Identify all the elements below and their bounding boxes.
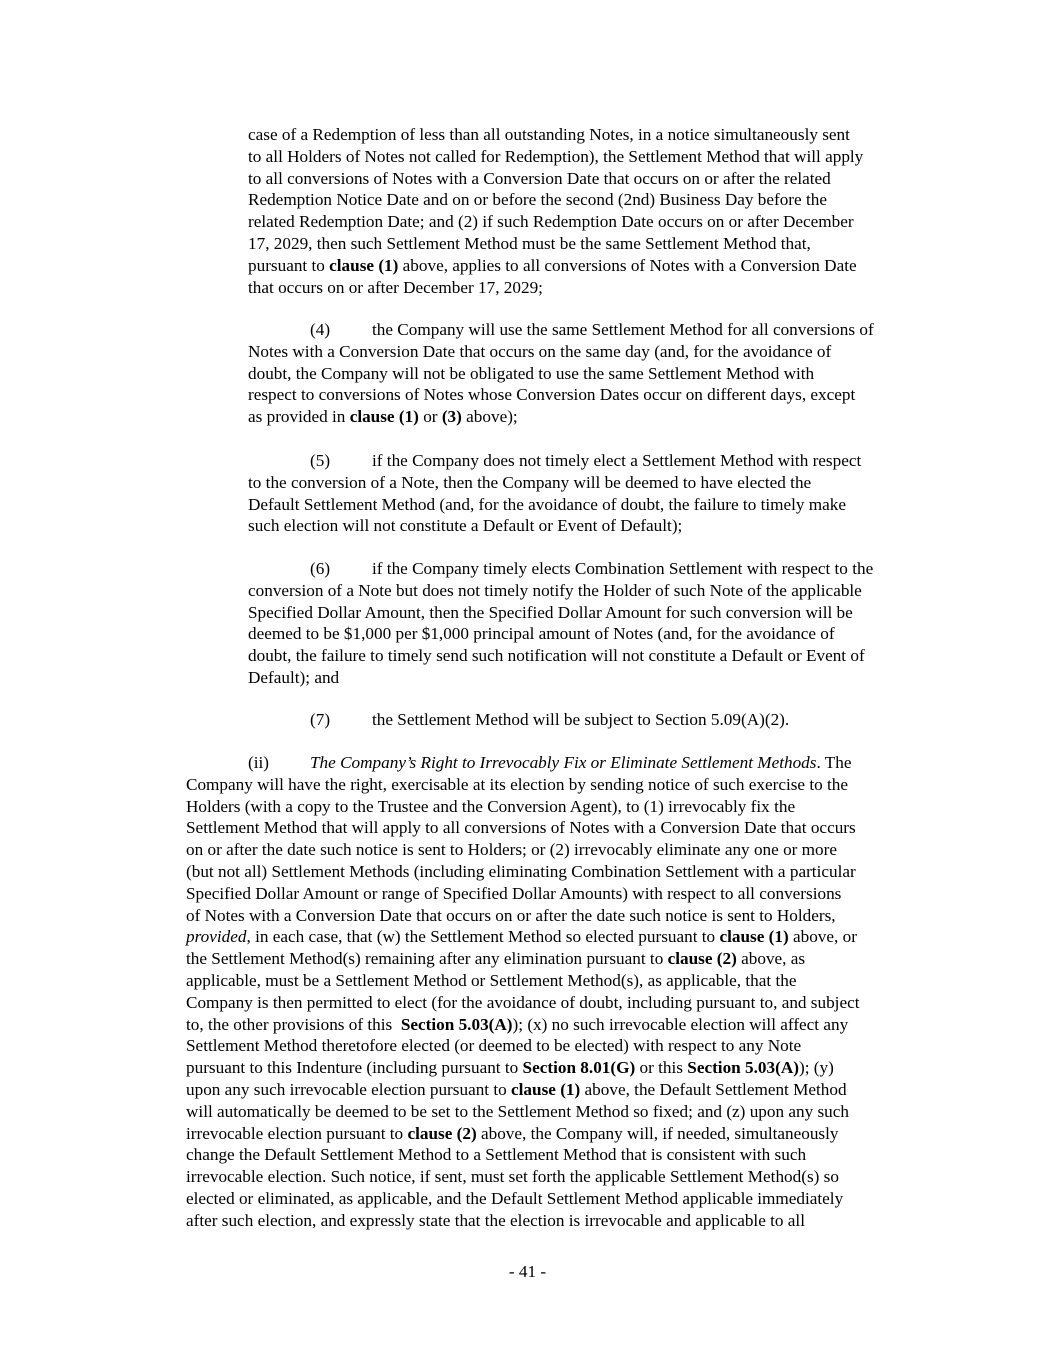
text-run: upon any such irrevocable election pursuant to — [186, 1079, 512, 1099]
text-run: or — [418, 407, 442, 427]
text-line — [186, 926, 946, 948]
text-line — [186, 1123, 946, 1145]
text-line: elected or eliminated, as applicable, and the Default Settlement Method applicable immediately — [186, 1188, 844, 1208]
intro-paragraph — [248, 124, 948, 298]
text-line: on or after the date such notice is sent to Holders; or (2) irrevocably eliminate any one or more — [186, 840, 837, 860]
text-line: Settlement Method that will apply to all conversions of Notes with a Conversion Date that occurs — [186, 818, 856, 838]
text-run: ); (y) — [798, 1058, 834, 1078]
text-line — [248, 319, 948, 341]
subsection-ii — [186, 752, 946, 1232]
text-run: , in each case, that (w) the Settlement Method so elected pursuant to — [246, 927, 720, 947]
text-line: case of a Redemption of less than all outstanding Notes, in a notice simultaneously sent — [248, 125, 850, 144]
text-line: will automatically be deemed to be set to the Settlement Method so fixed; and (z) upon any such — [186, 1101, 849, 1121]
text-line: respect to conversions of Notes whose Conversion Dates occur on different days, except — [248, 385, 856, 405]
subsection-number: (ii) — [248, 753, 269, 772]
clause-6 — [248, 558, 948, 689]
text-line: Company is then permitted to elect (for the avoidance of doubt, including pursuant to, and subject — [186, 992, 860, 1012]
text-line — [248, 255, 948, 277]
clause-number: (7) — [310, 710, 331, 729]
text-line — [248, 558, 948, 580]
text-line: conversion of a Note but does not timely notify the Holder of such Note of the applicable — [248, 580, 862, 600]
clause-reference: clause (1) — [329, 255, 399, 275]
text-line — [248, 709, 948, 731]
text-line: to all Holders of Notes not called for Redemption), the Settlement Method that will apply — [248, 146, 864, 166]
section-reference: Section 8.01(G) — [522, 1058, 636, 1078]
section-reference: Section 5.03(A) — [400, 1014, 513, 1034]
text-line: 17, 2029, then such Settlement Method must be the same Settlement Method that, — [248, 233, 811, 253]
text-line: (but not all) Settlement Methods (including eliminating Combination Settlement with a particular — [186, 861, 856, 881]
text-line: deemed to be $1,000 per $1,000 principal amount of Notes (and, for the avoidance of — [248, 624, 835, 644]
text-line — [186, 1079, 946, 1101]
text-line: Specified Dollar Amount, then the Specified Dollar Amount for such conversion will be — [248, 602, 853, 622]
subsection-heading: The Company’s Right to Irrevocably Fix or Eliminate Settlement Methods — [310, 753, 817, 772]
clause-number: (6) — [310, 559, 331, 578]
text-line — [186, 1057, 946, 1079]
text-run: above, the Company will, if needed, simultaneously — [476, 1123, 839, 1143]
text-line: that occurs on or after December 17, 2029; — [248, 277, 543, 297]
clause-reference: clause (1) — [349, 407, 419, 427]
text-line: after such election, and expressly state that the election is irrevocable and applicable to all — [186, 1210, 805, 1230]
clause-reference: clause (2) — [407, 1123, 477, 1143]
clause-reference: clause (2) — [667, 949, 737, 969]
clause-number: (5) — [310, 451, 331, 470]
text-line: Company will have the right, exercisable at its election by sending notice of such exercise to the — [186, 774, 848, 794]
text-line: Holders (with a copy to the Trustee and the Conversion Agent), to (1) irrevocably fix the — [186, 796, 796, 816]
text-run: the Settlement Method will be subject to Section 5.09(A)(2). — [372, 710, 790, 729]
text-line — [248, 450, 948, 472]
text-line: Specified Dollar Amount or range of Specified Dollar Amounts) with respect to all conversions — [186, 883, 842, 903]
text-line: doubt, the failure to timely send such notification will not constitute a Default or Event of — [248, 646, 865, 666]
page-number: - 41 - — [508, 1262, 547, 1281]
text-run: the Settlement Method(s) remaining after any elimination pursuant to — [186, 949, 668, 969]
clause-reference: clause (1) — [719, 927, 789, 947]
clause-4 — [248, 319, 948, 428]
text-run: above, the Default Settlement Method — [580, 1079, 847, 1099]
text-run: if the Company timely elects Combination Settlement with respect to the — [372, 559, 874, 578]
clause-number: (4) — [310, 320, 331, 339]
text-line: applicable, must be a Settlement Method or Settlement Method(s), as applicable, that the — [186, 970, 797, 990]
text-run: the Company will use the same Settlement Method for all conversions of — [372, 320, 874, 339]
text-line: change the Default Settlement Method to a Settlement Method that is consistent with such — [186, 1145, 807, 1165]
text-line: doubt, the Company will not be obligated to use the same Settlement Method with — [248, 363, 815, 383]
text-line: of Notes with a Conversion Date that occurs on or after the date such notice is sent to Holders, — [186, 905, 836, 925]
text-line: Settlement Method theretofore elected (or deemed to be elected) with respect to any Note — [186, 1036, 802, 1056]
clause-reference: clause (1) — [511, 1079, 581, 1099]
text-run: above); — [461, 407, 518, 427]
text-line: such election will not constitute a Default or Event of Default); — [248, 516, 683, 536]
text-line: Default); and — [248, 667, 340, 687]
text-run: irrevocable election pursuant to — [186, 1123, 408, 1143]
text-line: Redemption Notice Date and on or before the second (2nd) Business Day before the — [248, 190, 827, 210]
text-line — [186, 752, 946, 774]
italic-term: provided — [186, 927, 247, 947]
text-run: pursuant to this Indenture (including pursuant to — [186, 1058, 523, 1078]
text-run: if the Company does not timely elect a Settlement Method with respect — [372, 451, 862, 470]
text-line: Notes with a Conversion Date that occurs on the same day (and, for the avoidance of — [248, 341, 832, 361]
text-line: to all conversions of Notes with a Conversion Date that occurs on or after the related — [248, 168, 831, 188]
text-run: as provided in — [248, 407, 350, 427]
text-run: pursuant to — [248, 255, 330, 275]
text-run: above, as — [736, 949, 806, 969]
text-run: ); (x) no such irrevocable election will affect any — [512, 1014, 849, 1034]
text-line — [248, 406, 948, 428]
text-run: to, the other provisions of this — [186, 1014, 401, 1034]
text-line — [186, 948, 946, 970]
text-line: Default Settlement Method (and, for the avoidance of doubt, the failure to timely make — [248, 494, 847, 514]
section-reference: Section 5.03(A) — [687, 1058, 799, 1078]
text-run: above, applies to all conversions of Notes with a Conversion Date — [398, 255, 857, 275]
clause-5 — [248, 450, 948, 537]
text-line: to the conversion of a Note, then the Company will be deemed to have elected the — [248, 472, 812, 492]
text-line: related Redemption Date; and (2) if such Redemption Date occurs on or after December — [248, 212, 854, 232]
clause-7 — [248, 709, 948, 731]
text-line: irrevocable election. Such notice, if sent, must set forth the applicable Settlement Method(s) so — [186, 1167, 839, 1187]
clause-reference: (3) — [441, 407, 462, 427]
text-run: . The — [816, 753, 852, 772]
text-line — [186, 1014, 946, 1036]
text-run: or this — [635, 1058, 688, 1078]
text-run: above, or — [788, 927, 857, 947]
